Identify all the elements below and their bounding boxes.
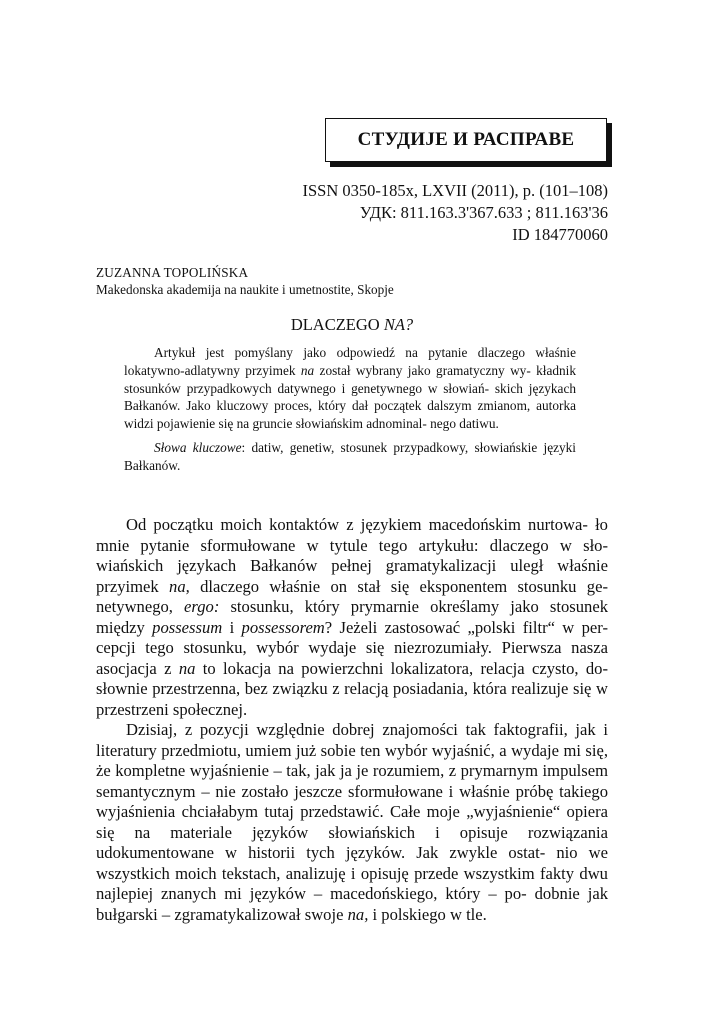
body-paragraph-1 xyxy=(96,515,608,720)
body-text: się w przestrzeni społecznej. xyxy=(96,679,608,719)
body-text: Od początku moich kontaktów z językiem macedońskim nurtowa- xyxy=(126,515,588,534)
body-text: netywnego, xyxy=(96,597,185,616)
abstract-italic-na: na xyxy=(300,362,315,378)
section-header-box xyxy=(325,118,607,162)
body-text: i polskiego w tle. xyxy=(368,904,487,924)
body-text: dobnie jak bułgarski – zgramatykalizował swoje xyxy=(96,884,608,924)
body-text: rozwiązania udokumentowane w historii tych języków. Jak zwykle ostat- xyxy=(96,822,608,862)
author-name: ZUZANNA TOPOLIŃSKA xyxy=(96,265,249,280)
keywords-text: : datiw, genetiw, stosunek przypadkowy, słowiańskie xyxy=(241,439,538,455)
body-text: asocjacja z xyxy=(96,658,179,678)
article-title xyxy=(0,315,704,335)
body-text: przyimek xyxy=(96,576,170,596)
author-block xyxy=(96,264,394,298)
body-text: ? Jeżeli zastosować „polski filtr“ w per- xyxy=(324,617,608,637)
body-text: wiańskich językach Bałkanów pełnej gramatykalizacji uległ właśnie xyxy=(96,556,608,575)
keywords xyxy=(124,439,576,475)
body-text: i xyxy=(222,617,242,637)
title-italic: NA? xyxy=(383,315,414,334)
body-italic: ergo: xyxy=(184,597,220,616)
body-text: cepcji tego stosunku, wybór wydaje się niezrozumiały. Pierwsza nasza xyxy=(96,638,608,657)
body-text: Dzisiaj, z pozycji względnie dobrej znajomości tak faktografii, jak xyxy=(126,720,596,739)
body-text: słownie przestrzenna, bez związku z relacją posiadania, która realizuje xyxy=(96,679,569,698)
issn-line: ISSN 0350-185x, LXVII (2011), p. (101–108) xyxy=(302,181,608,200)
body-italic: na, xyxy=(347,904,369,924)
bibliographic-info xyxy=(302,180,608,246)
abstract-line: zmianom, autorka widzi pojawienie się na gruncie słowiańskim adnominal- xyxy=(124,398,576,432)
abstract-line: nego datiwu. xyxy=(430,416,499,432)
body-paragraph-2 xyxy=(96,720,608,925)
abstract-line: lokatywno-adlatywny przyimek xyxy=(124,362,301,378)
body-italic: na xyxy=(178,658,196,678)
abstract-paragraph xyxy=(124,344,576,433)
id-line: ID 184770060 xyxy=(512,225,608,244)
keywords-label: Słowa kluczowe xyxy=(154,439,242,455)
body-italic: possessorem xyxy=(241,617,325,637)
body-text: „wyjaśnienie“ opiera się na materiale języków słowiańskich i opisuje xyxy=(96,802,608,842)
udk-line: УДК: 811.163.3'367.633 ; 811.163'36 xyxy=(359,203,608,222)
body-text: impulsem semantycznym – nie zostało jeszcze sformułowane i właśnie xyxy=(96,761,608,801)
abstract-line: Artykuł jest pomyślany jako odpowiedź na pytanie dlaczego właśnie xyxy=(154,345,576,360)
body-text: mi się, że kompletne wyjaśnienie – tak, jak ja je rozumiem, z prymarnym xyxy=(96,740,608,780)
author-affiliation: Makedonska akademija na naukite i umetnostite, Skopje xyxy=(96,282,394,297)
body-text: stosunku, który prymarnie określamy jako stosunek xyxy=(219,597,608,616)
body-text: to lokacja na powierzchni lokalizatora, relacja czysto, do- xyxy=(195,658,609,678)
body-text: i literatury przedmiotu, umiem już sobie ten wybór wyjaśnić, a wydaje xyxy=(96,720,608,760)
body-text: nio we wszystkich moich tekstach, analizuję i opisuję przede wszystkim xyxy=(96,843,608,883)
abstract-line: skich językach Bałkanów. Jako kluczowy proces, który dał początek dalszym xyxy=(124,380,577,414)
body-text: między xyxy=(96,617,153,637)
title-main: DLACZEGO xyxy=(290,315,384,334)
body-text: próbę takiego wyjaśnienia chciałabym tutaj przedstawić. Całe moje xyxy=(96,781,608,821)
article-body xyxy=(96,515,608,925)
section-header: СТУДИЈЕ И РАСПРАВЕ xyxy=(357,129,575,150)
body-text: dlaczego właśnie on stał się eksponentem stosunku ge- xyxy=(189,576,608,596)
body-text: fakty dwu najlepiej znanych mi języków – macedońskiego, który – po- xyxy=(96,863,608,903)
body-italic: possessum xyxy=(152,617,223,637)
keywords-text: języki Bałkanów. xyxy=(124,439,576,473)
abstract xyxy=(124,344,576,475)
abstract-line: został wybrany jako gramatyczny wy- xyxy=(314,362,531,378)
body-text: ło mnie pytanie sformułowane w tytule tego artykułu: dlaczego w sło- xyxy=(96,515,608,555)
body-italic: na, xyxy=(169,576,190,596)
abstract-line: kładnik stosunków przypadkowych datywnego i genetywnego w słowiań- xyxy=(124,362,576,396)
